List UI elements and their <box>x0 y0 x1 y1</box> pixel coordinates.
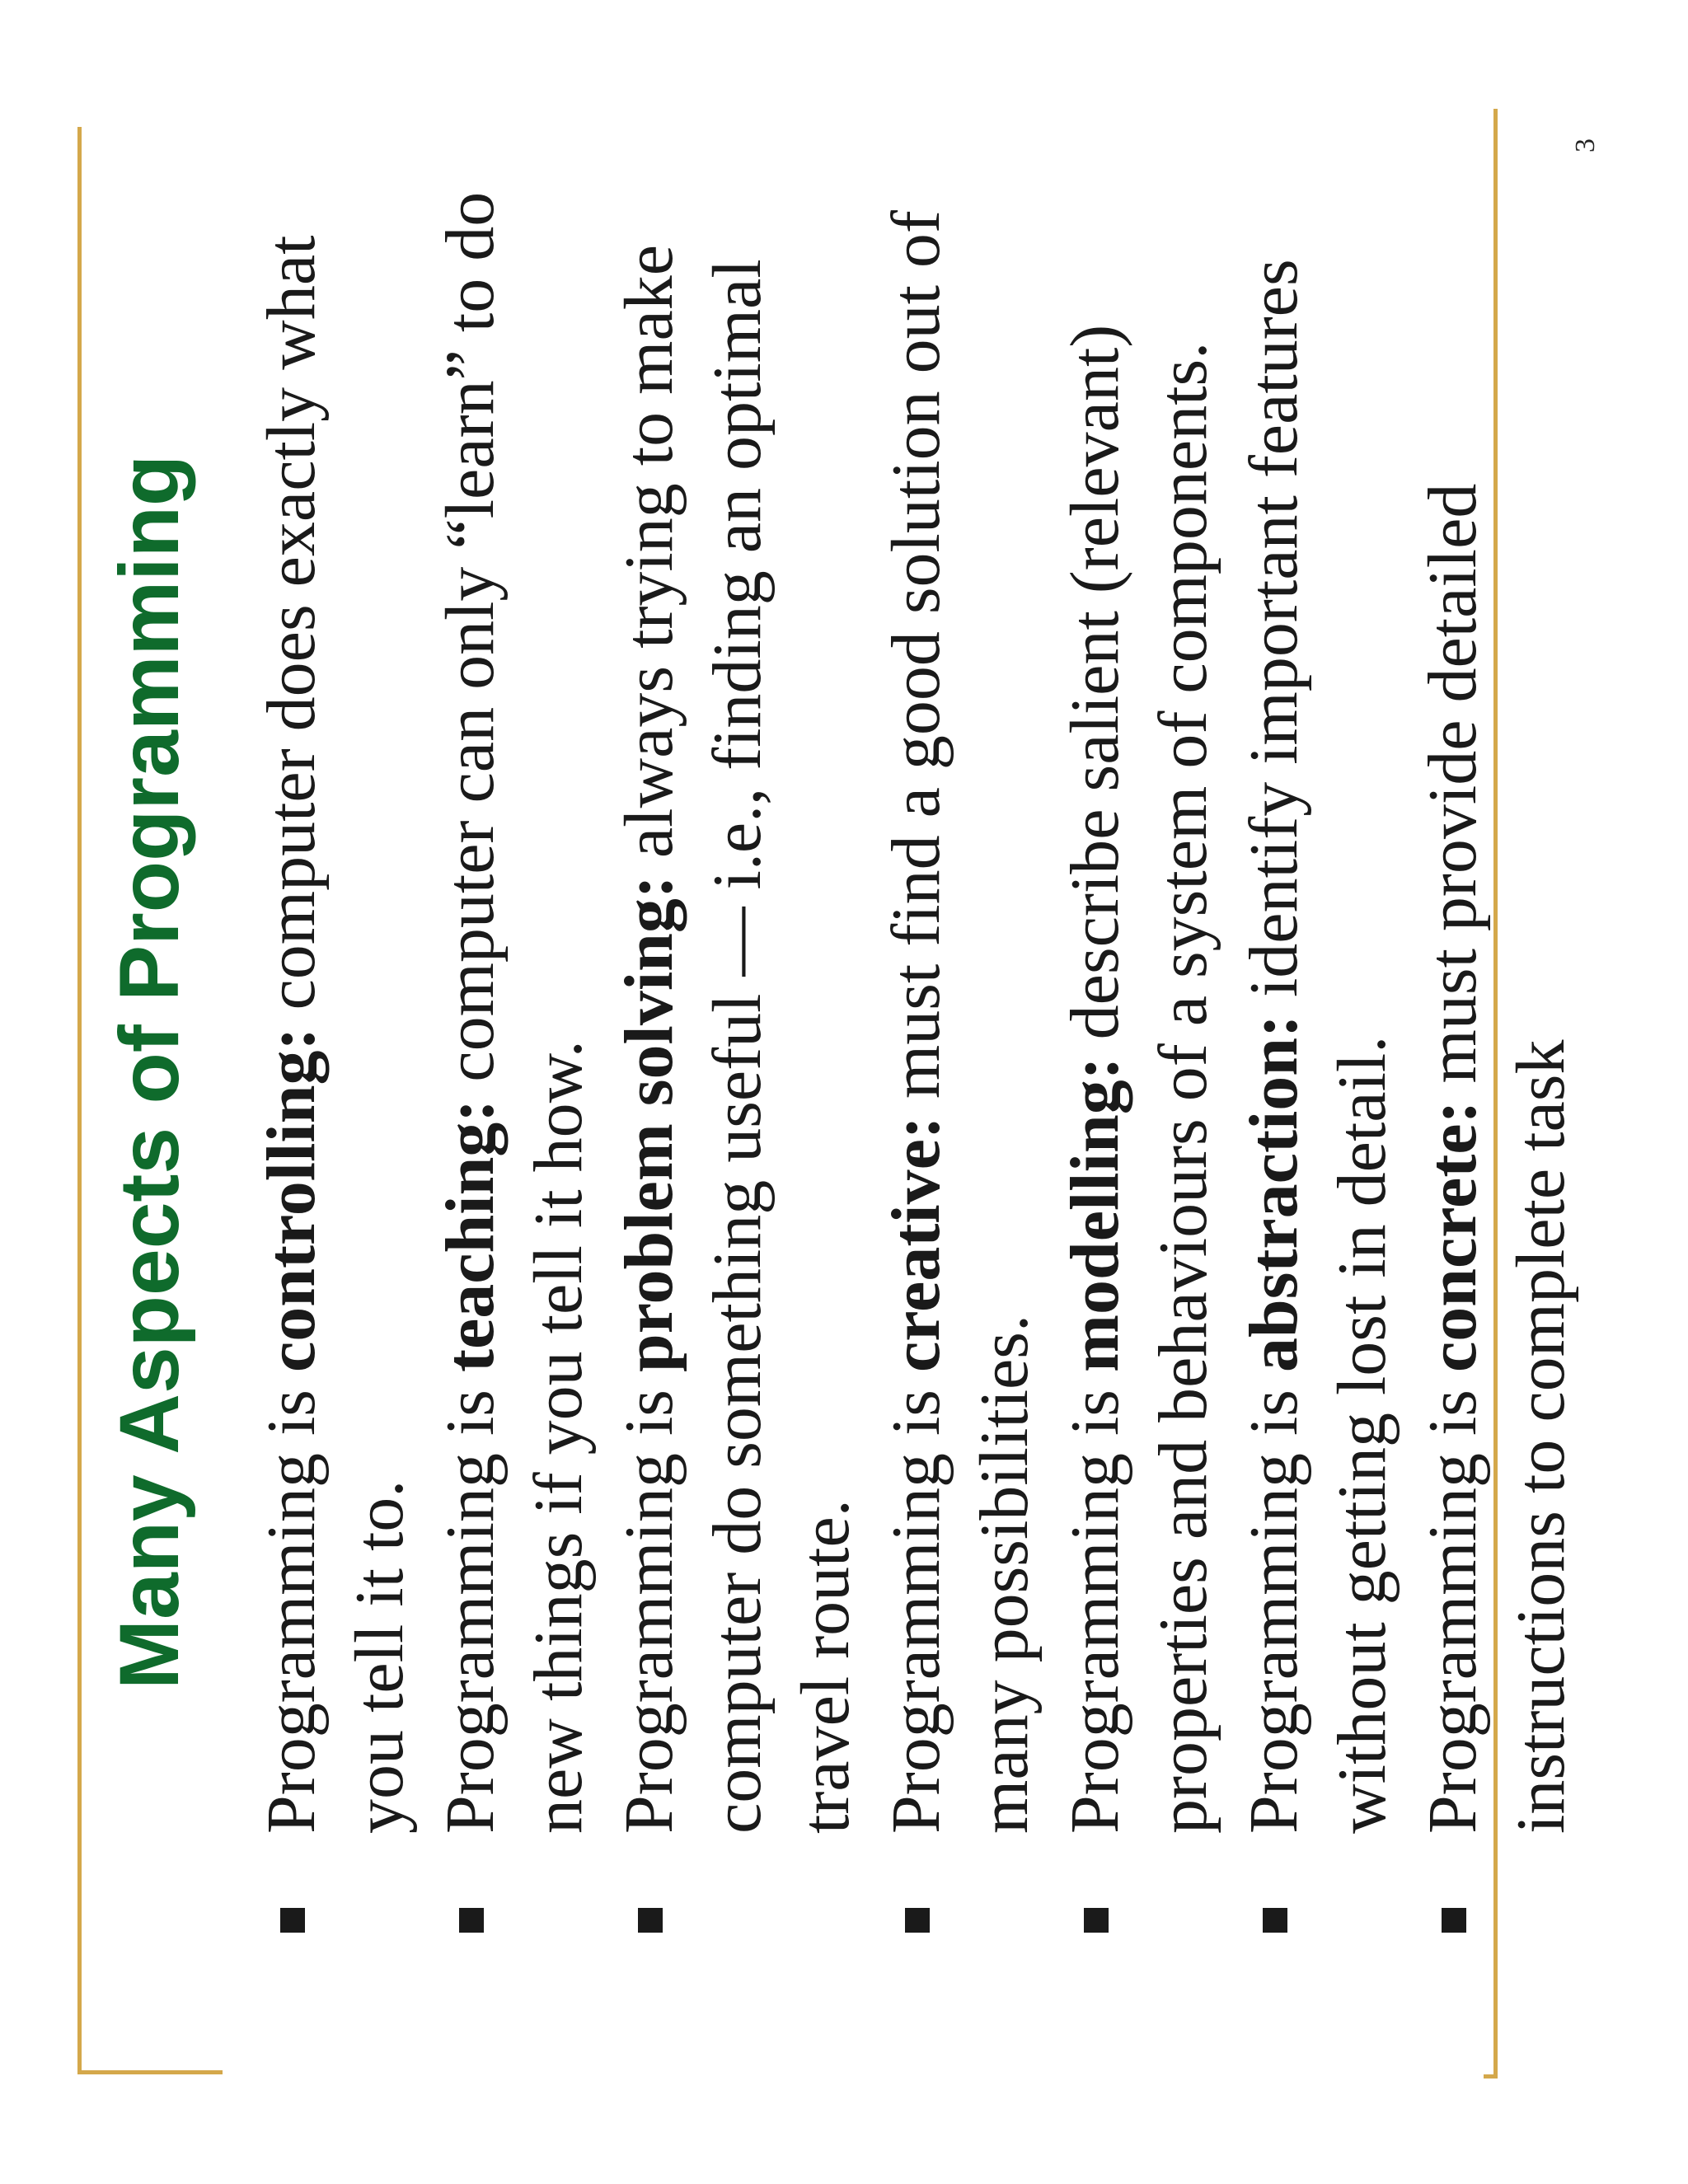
bullet-item-modelling <box>1051 161 1227 1933</box>
bullet-text: computer does exactly what you tell it to. <box>253 235 418 1834</box>
square-bullet-icon <box>905 1908 930 1933</box>
bullet-item-abstraction <box>1230 161 1406 1933</box>
bullet-text: computer can only “learn” to do new things if you tell it how. <box>432 191 597 1834</box>
bullet-lead: Programming is <box>878 1372 954 1834</box>
bullet-item-problem-solving <box>605 161 870 1933</box>
bullet-term: problem solving: <box>611 875 687 1372</box>
bullet-text: identify important features without getting lost in detail. <box>1236 259 1400 1834</box>
bullet-item-concrete <box>1409 161 1585 1933</box>
bullet-term: concrete: <box>1414 1100 1491 1372</box>
bullet-text: must find a good solution out of many possibilities. <box>878 210 1043 1834</box>
bullet-item-teaching <box>426 161 603 1933</box>
bullet-text: must provide detailed instructions to complete task <box>1414 483 1579 1834</box>
bullet-term: abstraction: <box>1236 1015 1312 1372</box>
square-bullet-icon <box>1084 1908 1109 1933</box>
bullet-item-controlling <box>247 161 424 1933</box>
bullet-lead: Programming is <box>1414 1372 1491 1834</box>
bullet-term: teaching: <box>432 1099 509 1372</box>
bullet-lead: Programming is <box>432 1372 509 1834</box>
bullet-text: describe salient (relevant) properties and behaviours of a system of components. <box>1057 324 1221 1834</box>
bullet-list <box>247 161 1587 1933</box>
bullet-text: always trying to make computer do something useful — i.e., finding an optimal travel route. <box>611 244 864 1834</box>
page-number: 3 <box>1570 138 1601 152</box>
square-bullet-icon <box>1442 1908 1466 1933</box>
square-bullet-icon <box>638 1908 663 1933</box>
bullet-lead: Programming is <box>1057 1372 1133 1834</box>
square-bullet-icon <box>1263 1908 1287 1933</box>
bullet-term: creative: <box>878 1116 954 1372</box>
bullet-lead: Programming is <box>611 1372 687 1834</box>
bullet-item-creative <box>872 161 1048 1933</box>
slide-title: Many Aspects of Programming <box>102 454 196 1690</box>
bullet-term: modelling: <box>1057 1057 1133 1372</box>
square-bullet-icon <box>459 1908 484 1933</box>
bullet-term: controlling: <box>253 1027 330 1372</box>
bullet-lead: Programming is <box>253 1372 330 1834</box>
bullet-lead: Programming is <box>1236 1372 1312 1834</box>
square-bullet-icon <box>280 1908 305 1933</box>
